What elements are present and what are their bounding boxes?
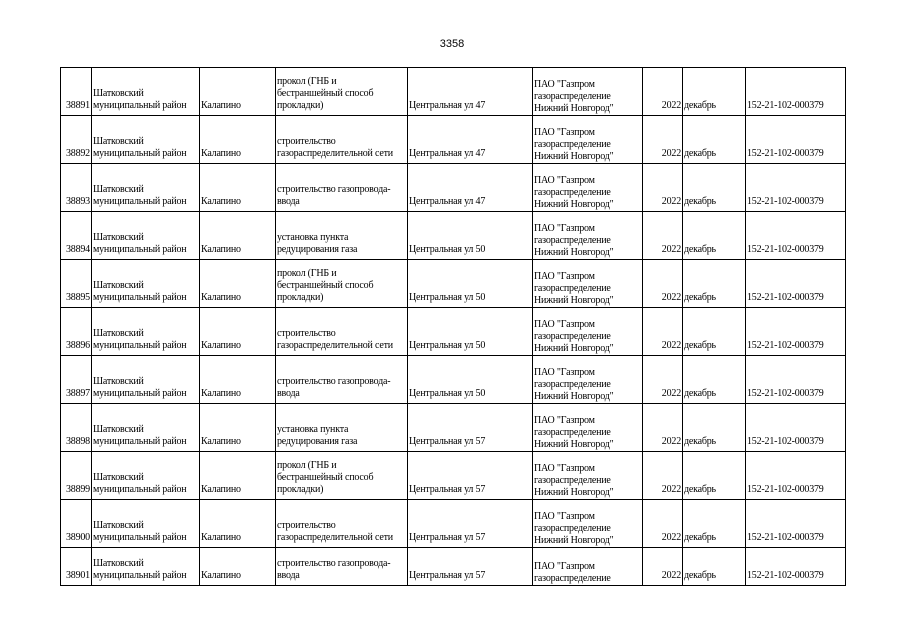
region-cell-line: муниципальный район <box>93 148 187 159</box>
code-cell: 152-21-102-000379 <box>746 404 846 452</box>
address-cell: Центральная ул 57 <box>408 548 533 586</box>
work-type-cell-line: строительство <box>277 328 336 339</box>
work-type-cell <box>276 164 408 212</box>
organization-cell <box>533 116 643 164</box>
registry-table <box>60 67 846 586</box>
table-row <box>61 212 846 260</box>
organization-cell-line: ПАО "Газпром <box>534 367 595 378</box>
region-cell-line: муниципальный район <box>93 100 187 111</box>
address-cell: Центральная ул 57 <box>408 500 533 548</box>
organization-cell <box>533 308 643 356</box>
region-cell-line: муниципальный район <box>93 570 187 581</box>
work-type-cell-line: прокладки) <box>277 100 324 111</box>
row-number: 38896 <box>61 308 92 356</box>
region-cell-line: муниципальный район <box>93 532 187 543</box>
work-type-cell <box>276 308 408 356</box>
organization-cell-line: газораспределение <box>534 187 611 198</box>
month-cell: декабрь <box>683 452 746 500</box>
year-cell: 2022 <box>643 116 683 164</box>
work-type-cell-line: редуцирования газа <box>277 244 358 255</box>
code-cell: 152-21-102-000379 <box>746 452 846 500</box>
work-type-cell-line: прокол (ГНБ и <box>277 76 337 87</box>
work-type-cell-line: прокладки) <box>277 292 324 303</box>
code-cell: 152-21-102-000379 <box>746 68 846 116</box>
locality-cell: Калапино <box>200 260 276 308</box>
organization-cell <box>533 452 643 500</box>
work-type-cell-line: ввода <box>277 570 300 581</box>
organization-cell-line: Нижний Новгород" <box>534 151 614 162</box>
region-cell-line: Шатковский <box>93 520 144 531</box>
month-cell: декабрь <box>683 68 746 116</box>
region-cell <box>92 116 200 164</box>
locality-cell: Калапино <box>200 548 276 586</box>
table-row <box>61 500 846 548</box>
code-cell: 152-21-102-000379 <box>746 116 846 164</box>
region-cell <box>92 212 200 260</box>
work-type-cell-line: газораспределительной сети <box>277 532 393 543</box>
organization-cell-line: ПАО "Газпром <box>534 415 595 426</box>
region-cell-line: Шатковский <box>93 328 144 339</box>
work-type-cell-line: ввода <box>277 388 300 399</box>
table-row <box>61 452 846 500</box>
organization-cell-line: газораспределение <box>534 523 611 534</box>
organization-cell <box>533 500 643 548</box>
region-cell-line: Шатковский <box>93 88 144 99</box>
organization-cell-line: газораспределение <box>534 139 611 150</box>
region-cell-line: Шатковский <box>93 136 144 147</box>
code-cell: 152-21-102-000379 <box>746 308 846 356</box>
address-cell: Центральная ул 47 <box>408 164 533 212</box>
month-cell: декабрь <box>683 164 746 212</box>
organization-cell-line: ПАО "Газпром <box>534 463 595 474</box>
work-type-cell <box>276 548 408 586</box>
table-row <box>61 68 846 116</box>
work-type-cell <box>276 356 408 404</box>
month-cell: декабрь <box>683 308 746 356</box>
work-type-cell-line: газораспределительной сети <box>277 148 393 159</box>
region-cell-line: муниципальный район <box>93 244 187 255</box>
work-type-cell-line: прокол (ГНБ и <box>277 460 337 471</box>
region-cell-line: Шатковский <box>93 472 144 483</box>
organization-cell-line: газораспределение <box>534 573 611 584</box>
work-type-cell-line: строительство <box>277 520 336 531</box>
region-cell <box>92 452 200 500</box>
month-cell: декабрь <box>683 260 746 308</box>
month-cell: декабрь <box>683 404 746 452</box>
table-row <box>61 260 846 308</box>
locality-cell: Калапино <box>200 500 276 548</box>
work-type-cell <box>276 68 408 116</box>
year-cell: 2022 <box>643 452 683 500</box>
address-cell: Центральная ул 50 <box>408 212 533 260</box>
row-number: 38900 <box>61 500 92 548</box>
organization-cell-line: Нижний Новгород" <box>534 199 614 210</box>
organization-cell-line: Нижний Новгород" <box>534 535 614 546</box>
organization-cell-line: газораспределение <box>534 427 611 438</box>
work-type-cell <box>276 116 408 164</box>
locality-cell: Калапино <box>200 164 276 212</box>
organization-cell <box>533 212 643 260</box>
row-number: 38892 <box>61 116 92 164</box>
organization-cell-line: Нижний Новгород" <box>534 343 614 354</box>
region-cell <box>92 164 200 212</box>
region-cell-line: муниципальный район <box>93 340 187 351</box>
address-cell: Центральная ул 57 <box>408 452 533 500</box>
table-row <box>61 548 846 586</box>
work-type-cell-line: газораспределительной сети <box>277 340 393 351</box>
year-cell: 2022 <box>643 212 683 260</box>
row-number: 38894 <box>61 212 92 260</box>
region-cell-line: Шатковский <box>93 376 144 387</box>
work-type-cell <box>276 404 408 452</box>
work-type-cell-line: строительство газопровода- <box>277 184 391 195</box>
address-cell: Центральная ул 50 <box>408 308 533 356</box>
locality-cell: Калапино <box>200 452 276 500</box>
code-cell: 152-21-102-000379 <box>746 548 846 586</box>
work-type-cell-line: строительство газопровода- <box>277 558 391 569</box>
year-cell: 2022 <box>643 260 683 308</box>
address-cell: Центральная ул 47 <box>408 68 533 116</box>
organization-cell-line: ПАО "Газпром <box>534 319 595 330</box>
address-cell: Центральная ул 47 <box>408 116 533 164</box>
region-cell-line: Шатковский <box>93 232 144 243</box>
region-cell <box>92 356 200 404</box>
work-type-cell-line: ввода <box>277 196 300 207</box>
organization-cell <box>533 548 643 586</box>
organization-cell-line: ПАО "Газпром <box>534 223 595 234</box>
table-row <box>61 404 846 452</box>
region-cell-line: Шатковский <box>93 280 144 291</box>
region-cell-line: муниципальный район <box>93 292 187 303</box>
organization-cell <box>533 260 643 308</box>
organization-cell <box>533 164 643 212</box>
address-cell: Центральная ул 50 <box>408 356 533 404</box>
month-cell: декабрь <box>683 500 746 548</box>
work-type-cell <box>276 212 408 260</box>
region-cell <box>92 404 200 452</box>
row-number: 38899 <box>61 452 92 500</box>
region-cell <box>92 500 200 548</box>
address-cell: Центральная ул 57 <box>408 404 533 452</box>
organization-cell-line: газораспределение <box>534 91 611 102</box>
organization-cell <box>533 404 643 452</box>
organization-cell-line: ПАО "Газпром <box>534 511 595 522</box>
month-cell: декабрь <box>683 212 746 260</box>
locality-cell: Калапино <box>200 308 276 356</box>
table-row <box>61 356 846 404</box>
organization-cell-line: газораспределение <box>534 331 611 342</box>
organization-cell <box>533 68 643 116</box>
row-number: 38893 <box>61 164 92 212</box>
organization-cell-line: Нижний Новгород" <box>534 487 614 498</box>
region-cell-line: муниципальный район <box>93 484 187 495</box>
organization-cell-line: ПАО "Газпром <box>534 79 595 90</box>
organization-cell-line: ПАО "Газпром <box>534 127 595 138</box>
year-cell: 2022 <box>643 164 683 212</box>
organization-cell-line: Нижний Новгород" <box>534 295 614 306</box>
year-cell: 2022 <box>643 356 683 404</box>
region-cell <box>92 260 200 308</box>
work-type-cell <box>276 260 408 308</box>
region-cell-line: муниципальный район <box>93 388 187 399</box>
code-cell: 152-21-102-000379 <box>746 500 846 548</box>
table-row <box>61 308 846 356</box>
code-cell: 152-21-102-000379 <box>746 212 846 260</box>
work-type-cell-line: строительство <box>277 136 336 147</box>
work-type-cell-line: прокол (ГНБ и <box>277 268 337 279</box>
organization-cell-line: ПАО "Газпром <box>534 271 595 282</box>
work-type-cell-line: бестраншейный способ <box>277 88 374 99</box>
organization-cell-line: газораспределение <box>534 475 611 486</box>
month-cell: декабрь <box>683 356 746 404</box>
work-type-cell-line: строительство газопровода- <box>277 376 391 387</box>
year-cell: 2022 <box>643 500 683 548</box>
organization-cell-line: ПАО "Газпром <box>534 175 595 186</box>
organization-cell-line: Нижний Новгород" <box>534 439 614 450</box>
row-number: 38891 <box>61 68 92 116</box>
table-body <box>61 68 846 586</box>
locality-cell: Калапино <box>200 404 276 452</box>
region-cell-line: Шатковский <box>93 424 144 435</box>
work-type-cell <box>276 452 408 500</box>
code-cell: 152-21-102-000379 <box>746 164 846 212</box>
locality-cell: Калапино <box>200 116 276 164</box>
row-number: 38898 <box>61 404 92 452</box>
row-number: 38897 <box>61 356 92 404</box>
organization-cell-line: Нижний Новгород" <box>534 247 614 258</box>
organization-cell-line: Нижний Новгород" <box>534 391 614 402</box>
region-cell-line: Шатковский <box>93 184 144 195</box>
work-type-cell-line: установка пункта <box>277 232 349 243</box>
table-row <box>61 116 846 164</box>
address-cell: Центральная ул 50 <box>408 260 533 308</box>
year-cell: 2022 <box>643 404 683 452</box>
region-cell <box>92 548 200 586</box>
month-cell: декабрь <box>683 548 746 586</box>
month-cell: декабрь <box>683 116 746 164</box>
locality-cell: Калапино <box>200 68 276 116</box>
row-number: 38895 <box>61 260 92 308</box>
organization-cell-line: газораспределение <box>534 235 611 246</box>
code-cell: 152-21-102-000379 <box>746 356 846 404</box>
region-cell-line: муниципальный район <box>93 196 187 207</box>
code-cell: 152-21-102-000379 <box>746 260 846 308</box>
region-cell <box>92 68 200 116</box>
organization-cell-line: Нижний Новгород" <box>534 103 614 114</box>
work-type-cell <box>276 500 408 548</box>
region-cell <box>92 308 200 356</box>
table-row <box>61 164 846 212</box>
organization-cell-line: ПАО "Газпром <box>534 561 595 572</box>
locality-cell: Калапино <box>200 212 276 260</box>
work-type-cell-line: установка пункта <box>277 424 349 435</box>
organization-cell-line: газораспределение <box>534 283 611 294</box>
region-cell-line: Шатковский <box>93 558 144 569</box>
work-type-cell-line: редуцирования газа <box>277 436 358 447</box>
organization-cell-line: газораспределение <box>534 379 611 390</box>
locality-cell: Калапино <box>200 356 276 404</box>
region-cell-line: муниципальный район <box>93 436 187 447</box>
work-type-cell-line: прокладки) <box>277 484 324 495</box>
row-number: 38901 <box>61 548 92 586</box>
year-cell: 2022 <box>643 548 683 586</box>
year-cell: 2022 <box>643 308 683 356</box>
organization-cell <box>533 356 643 404</box>
year-cell: 2022 <box>643 68 683 116</box>
page-number: 3358 <box>439 38 465 50</box>
work-type-cell-line: бестраншейный способ <box>277 280 374 291</box>
work-type-cell-line: бестраншейный способ <box>277 472 374 483</box>
